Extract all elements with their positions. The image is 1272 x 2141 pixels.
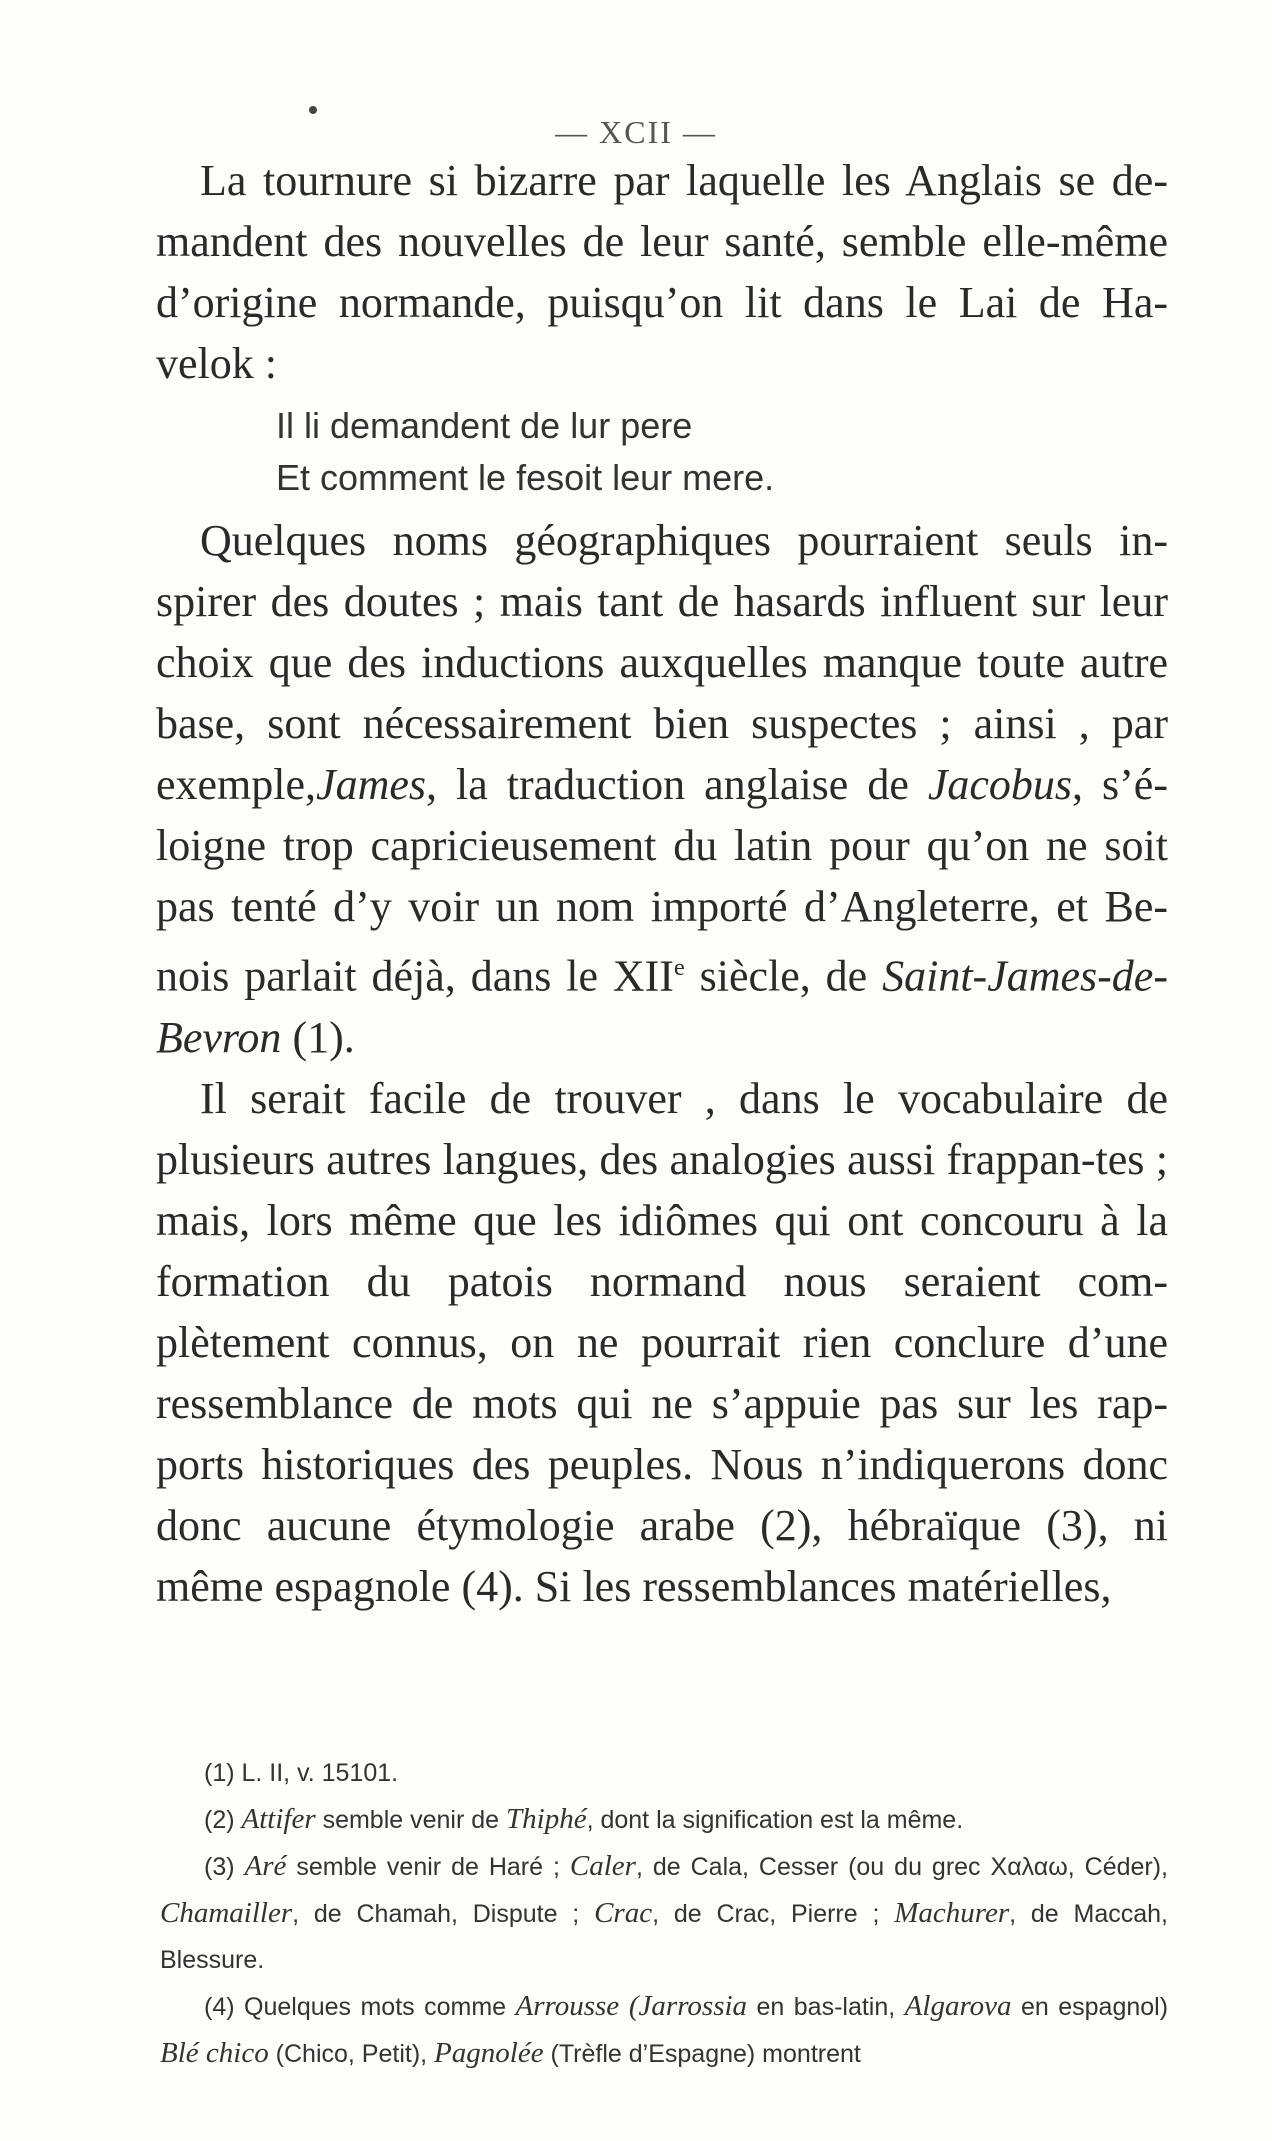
place-saint-james: Saint-James-de-Bevron [156,951,1168,1062]
footnote-1 [160,1750,1168,1796]
footnote-1-text: (1) L. II, v. 15101. [204,1759,399,1787]
footnote-4-word-4: Pagnolée [434,2037,544,2069]
footnote-4-text-c: en espagnol) [1020,1993,1169,2021]
paragraph-1 [156,150,1168,394]
paragraph-2-text-b: , la traduction anglaise de [426,760,909,809]
footnote-3-text-e: , de Maccah, Blessure. [160,1900,1168,1974]
verse-line-1: Il li demandent de lur pere [276,405,693,446]
paragraph-2-text-e: (1). [281,1012,355,1062]
paragraph-2-text-a: Quelques noms géographiques pourraient seuls in-spirer des doutes ; mais tant de hasards influent sur leur choix que des inductions auxquelles manque toute autre base, sont nécessairement bien suspectes ; ainsi , par exemple, [156,516,1168,809]
footnote-2-text-a: semble venir de [322,1806,500,1834]
footnote-4-text-e: (Trèfle d’Espagne) montrent [550,2040,861,2068]
footnote-3-text-c: , de Chamah, Dispute ; [292,1900,580,1928]
footnote-3-word-4: Crac [594,1897,653,1929]
paragraph-1-text: La tournure si bizarre par laquelle les Anglais se de-mandent des nouvelles de leur santé, semble elle-même d’origine normande, puisqu’on lit dans le Lai de Ha-velok : [156,156,1168,388]
paragraph-2-text-d: siècle, de [684,951,868,1001]
footnote-3 [160,1843,1168,1983]
body-text [156,150,1168,1617]
paragraph-3-text: Il serait facile de trouver , dans le vocabulaire de plusieurs autres langues, des analogies aussi frappan-tes ; mais, lors même que les idiômes qui ont concouru à la formation du patois normand nous seraient com-plètement connus, on ne pourrait rien conclure d’une ressemblance de mots qui ne s’appuie pas sur les rap-ports historiques des peuples. Nous n’indiquerons donc donc aucune étymologie arabe (2), hébraïque (3), ni même espagnole (4). Si les ressemblances matérielles, [156,1073,1168,1611]
footnote-2 [160,1796,1168,1843]
footnote-3-word-5: Machurer [894,1897,1010,1929]
superscript-e: e [673,954,685,981]
footnote-4-num: (4) [204,1993,235,2021]
footnote-3-word-2: Caler [569,1850,636,1882]
paragraph-2 [156,510,1168,1068]
paragraph-3 [156,1068,1168,1617]
footnote-3-text-a: semble venir de Haré ; [296,1853,560,1881]
verse-quote [276,400,1168,504]
footnote-4-text-d: (Chico, Petit), [275,2040,428,2068]
footnotes [160,1750,1168,2077]
footnote-2-word: Attifer [241,1803,316,1835]
bullet-mark [309,106,317,114]
footnote-4 [160,1983,1168,2077]
paragraph-2-text-c: , s’é-loigne trop capricieusement du latin pour qu’on ne soit pas tenté d’y voir un nom importé d’Angleterre, et Be-nois parlait déjà, dans le XII [156,760,1168,1001]
footnote-2-text-b: , dont la signification est la même. [586,1806,964,1834]
footnote-4-word-2: Algarova [904,1990,1012,2022]
footnote-2-num: (2) [204,1806,235,1834]
footnote-3-num: (3) [204,1853,235,1881]
footnote-2-source: Thiphé [506,1803,587,1835]
running-head: — XCII — [555,114,717,150]
verse-line-2: Et comment le fesoit leur mere. [276,457,775,498]
footnote-3-text-d: , de Crac, Pierre ; [652,1900,880,1928]
footnote-3-text-b: , de Cala, Cesser (ou du grec Χαλαω, Céder), [635,1853,1168,1881]
footnote-3-word-3: Chamailler [160,1897,293,1929]
word-jacobus: Jacobus [927,760,1073,809]
footnote-4-word-1: Arrousse (Jarrossia [515,1990,748,2022]
word-james: James [316,760,427,809]
footnote-4-text-a: Quelques mots comme [244,1993,507,2021]
footnote-3-word-1: Aré [244,1850,287,1882]
footnote-4-word-3: Blé chico [160,2037,269,2069]
footnote-4-text-b: en bas-latin, [756,1993,896,2021]
